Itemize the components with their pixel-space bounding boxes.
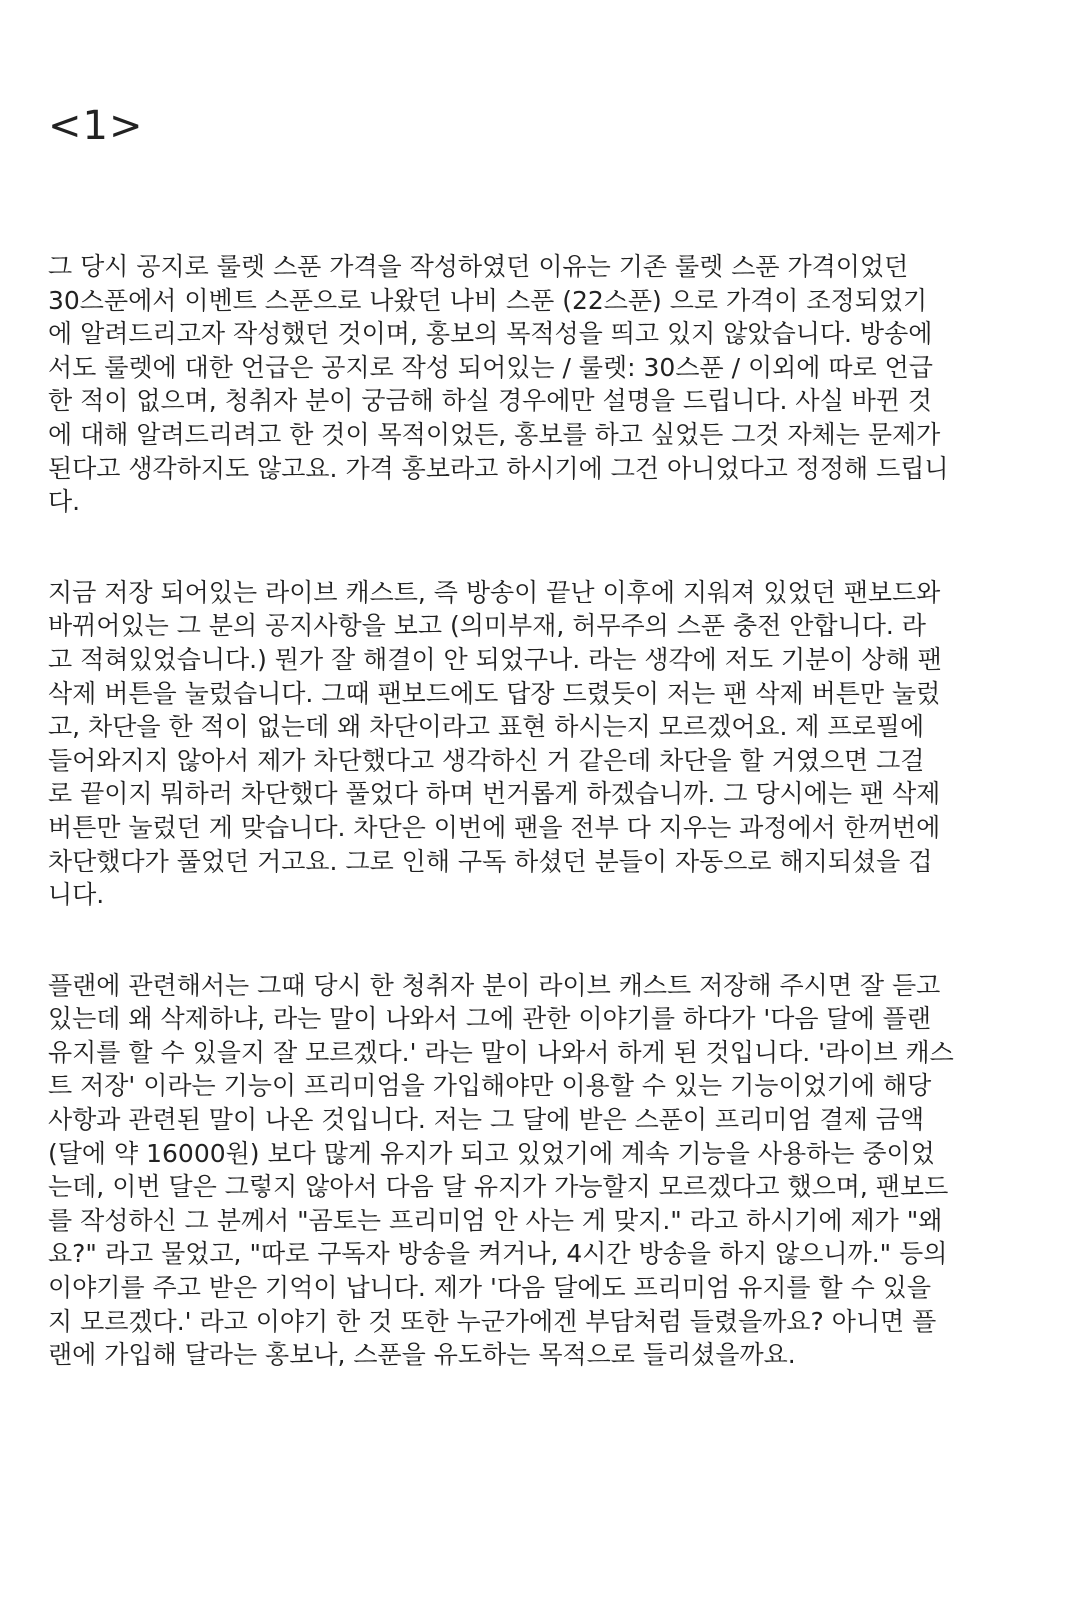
text-line: 차단했다가 풀었던 거고요. 그로 인해 구독 하셨던 분들이 자동으로 해지되셨을 겁 [48, 846, 933, 876]
text-line: 로 끝이지 뭐하러 차단했다 풀었다 하며 번거롭게 하겠습니까. 그 당시에는 팬 삭제 [48, 779, 941, 809]
paragraph-premium-plan [48, 969, 1028, 1372]
text-line: 삭제 버튼을 눌렀습니다. 그때 팬보드에도 답장 드렸듯이 저는 팬 삭제 버튼만 눌렀 [48, 678, 941, 708]
text-line: 지금 저장 되어있는 라이브 캐스트, 즉 방송이 끝난 이후에 지워져 있었던 팬보드와 [48, 577, 941, 607]
text-line: (달에 약 16000원) 보다 많게 유지가 되고 있었기에 계속 기능을 사용하는 중이었 [48, 1138, 935, 1168]
text-line: 다. [48, 487, 81, 517]
text-line: 들어와지지 않아서 제가 차단했다고 생각하신 거 같은데 차단을 할 거였으면 그걸 [48, 745, 925, 775]
text-line: 를 작성하신 그 분께서 "곰토는 프리미엄 안 사는 게 맞지." 라고 하시기에 제가 "왜 [48, 1205, 943, 1235]
text-line: 그 당시 공지로 룰렛 스푼 가격을 작성하였던 이유는 기존 룰렛 스푼 가격이었던 [48, 252, 909, 281]
section-heading: <1> [48, 103, 144, 149]
text-line: 버튼만 눌렀던 게 맞습니다. 차단은 이번에 팬을 전부 다 지우는 과정에서 한꺼번에 [48, 812, 941, 842]
text-line: 30스푼에서 이벤트 스푼으로 나왔던 나비 스푼 (22스푼) 으로 가격이 조정되었기 [48, 285, 928, 315]
text-line: 고 적혀있었습니다.) 뭔가 잘 해결이 안 되었구나. 라는 생각에 저도 기분이 상해 팬 [48, 644, 942, 674]
text-line: 에 알려드리고자 작성했던 것이며, 홍보의 목적성을 띄고 있지 않았습니다. 방송에 [48, 319, 933, 349]
text-line: 는데, 이번 달은 그렇지 않아서 다음 달 유지가 가능할지 모르겠다고 했으며, 팬보드 [48, 1172, 949, 1202]
text-line: 요?" 라고 물었고, "따로 구독자 방송을 켜거나, 4시간 방송을 하지 않으니까." 등의 [48, 1239, 948, 1269]
text-line: 랜에 가입해 달라는 홍보나, 스푼을 유도하는 목적으로 들리셨을까요. [48, 1340, 796, 1370]
text-line: 에 대해 알려드리려고 한 것이 목적이었든, 홍보를 하고 싶었든 그것 자체는 문제가 [48, 419, 941, 449]
text-line: 지 모르겠다.' 라고 이야기 한 것 또한 누군가에겐 부담처럼 들렸을까요? 아니면 플 [48, 1306, 937, 1336]
paragraph-roulette-price [48, 250, 1028, 519]
text-line: 플랜에 관련해서는 그때 당시 한 청취자 분이 라이브 캐스트 저장해 주시면 잘 듣고 [48, 970, 941, 1000]
text-line: 고, 차단을 한 적이 없는데 왜 차단이라고 표현 하시는지 모르겠어요. 제 프로필에 [48, 712, 925, 742]
text-line: 니다. [48, 880, 105, 910]
text-line: 된다고 생각하지도 않고요. 가격 홍보라고 하시기에 그건 아니었다고 정정해 드립니 [48, 453, 949, 483]
text-line: 이야기를 주고 받은 기억이 납니다. 제가 '다음 달에도 프리미엄 유지를 할 수 있을 [48, 1273, 931, 1303]
text-line: 바뀌어있는 그 분의 공지사항을 보고 (의미부재, 허무주의 스푼 충전 안합니다. 라 [48, 611, 926, 641]
text-line: 서도 룰렛에 대한 언급은 공지로 작성 되어있는 / 룰렛: 30스푼 / 이외에 따로 언급 [48, 352, 933, 382]
text-line: 있는데 왜 삭제하냐, 라는 말이 나와서 그에 관한 이야기를 하다가 '다음 달에 플랜 [48, 1004, 931, 1034]
text-line: 한 적이 없으며, 청취자 분이 궁금해 하실 경우에만 설명을 드립니다. 사실 바뀐 것 [48, 386, 933, 416]
text-line: 유지를 할 수 있을지 잘 모르겠다.' 라는 말이 나와서 하게 된 것입니다. '라이브 캐스 [48, 1037, 954, 1067]
paragraph-fan-delete [48, 576, 1028, 912]
text-line: 사항과 관련된 말이 나온 것입니다. 저는 그 달에 받은 스푼이 프리미엄 결제 금액 [48, 1105, 925, 1135]
document-body [48, 250, 1028, 1372]
text-line: 트 저장' 이라는 기능이 프리미엄을 가입해야만 이용할 수 있는 기능이었기에 해당 [48, 1071, 932, 1101]
